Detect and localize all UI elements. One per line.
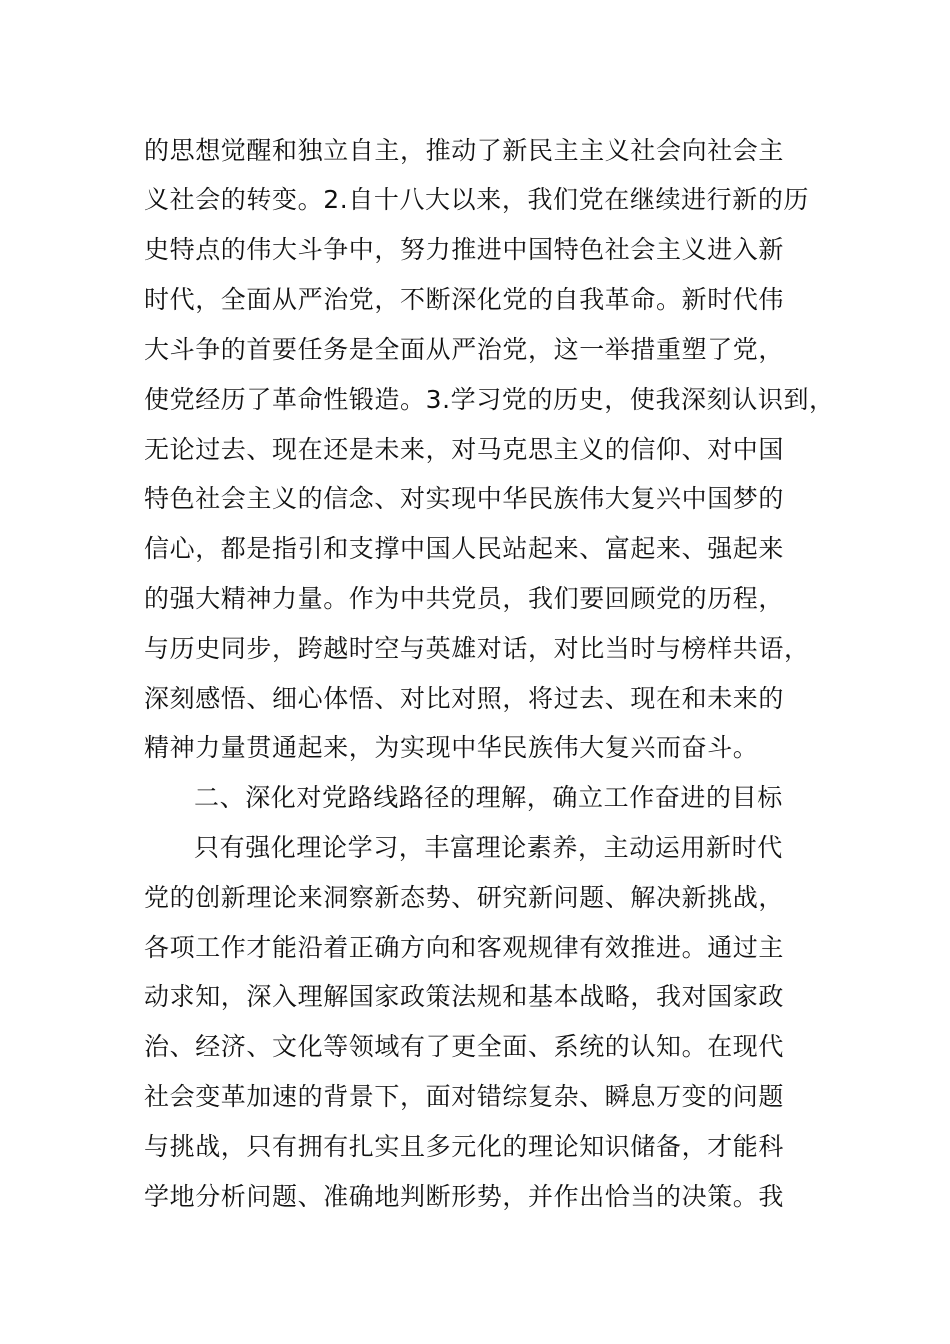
text-line: 治、经济、文化等领域有了更全面、系统的认知。在现代: [144, 1032, 785, 1061]
text-line: 社会变革加速的背景下，面对错综复杂、瞬息万变的问题: [144, 1082, 785, 1111]
text-line: 与挑战，只有拥有扎实且多元化的理论知识储备，才能科: [144, 1132, 785, 1161]
section-heading: 二、深化对党路线路径的理解，确立工作奋进的目标: [194, 783, 783, 812]
text-line: 无论过去、现在还是未来，对马克思主义的信仰、对中国: [144, 435, 785, 464]
text-line: 使党经历了革命性锻造。3.学习党的历史，使我深刻认识到，: [144, 385, 835, 414]
text-line: 时代，全面从严治党，不断深化党的自我革命。新时代伟: [144, 285, 785, 314]
text-line: 精神力量贯通起来，为实现中华民族伟大复兴而奋斗。: [144, 733, 759, 762]
text-line: 深刻感悟、细心体悟、对比对照，将过去、现在和未来的: [144, 684, 785, 713]
paragraph-first-line: 只有强化理论学习，丰富理论素养，主动运用新时代: [194, 833, 783, 862]
text-line: 大斗争的首要任务是全面从严治党，这一举措重塑了党，: [144, 335, 785, 364]
text-line: 特色社会主义的信念、对实现中华民族伟大复兴中国梦的: [144, 484, 785, 513]
text-line: 各项工作才能沿着正确方向和客观规律有效推进。通过主: [144, 933, 785, 962]
text-line: 的强大精神力量。作为中共党员，我们要回顾党的历程，: [144, 584, 785, 613]
text-line: 学地分析问题、准确地判断形势，并作出恰当的决策。我: [144, 1182, 785, 1211]
text-line: 的思想觉醒和独立自主，推动了新民主主义社会向社会主: [144, 136, 785, 165]
text-line: 义社会的转变。2.自十八大以来，我们党在继续进行新的历: [144, 185, 810, 214]
text-line: 党的创新理论来洞察新态势、研究新问题、解决新挑战，: [144, 883, 785, 912]
text-line: 动求知，深入理解国家政策法规和基本战略，我对国家政: [144, 982, 785, 1011]
text-line: 与历史同步，跨越时空与英雄对话，对比当时与榜样共语，: [144, 634, 810, 663]
text-line: 信心，都是指引和支撑中国人民站起来、富起来、强起来: [144, 534, 785, 563]
text-line: 史特点的伟大斗争中，努力推进中国特色社会主义进入新: [144, 235, 785, 264]
